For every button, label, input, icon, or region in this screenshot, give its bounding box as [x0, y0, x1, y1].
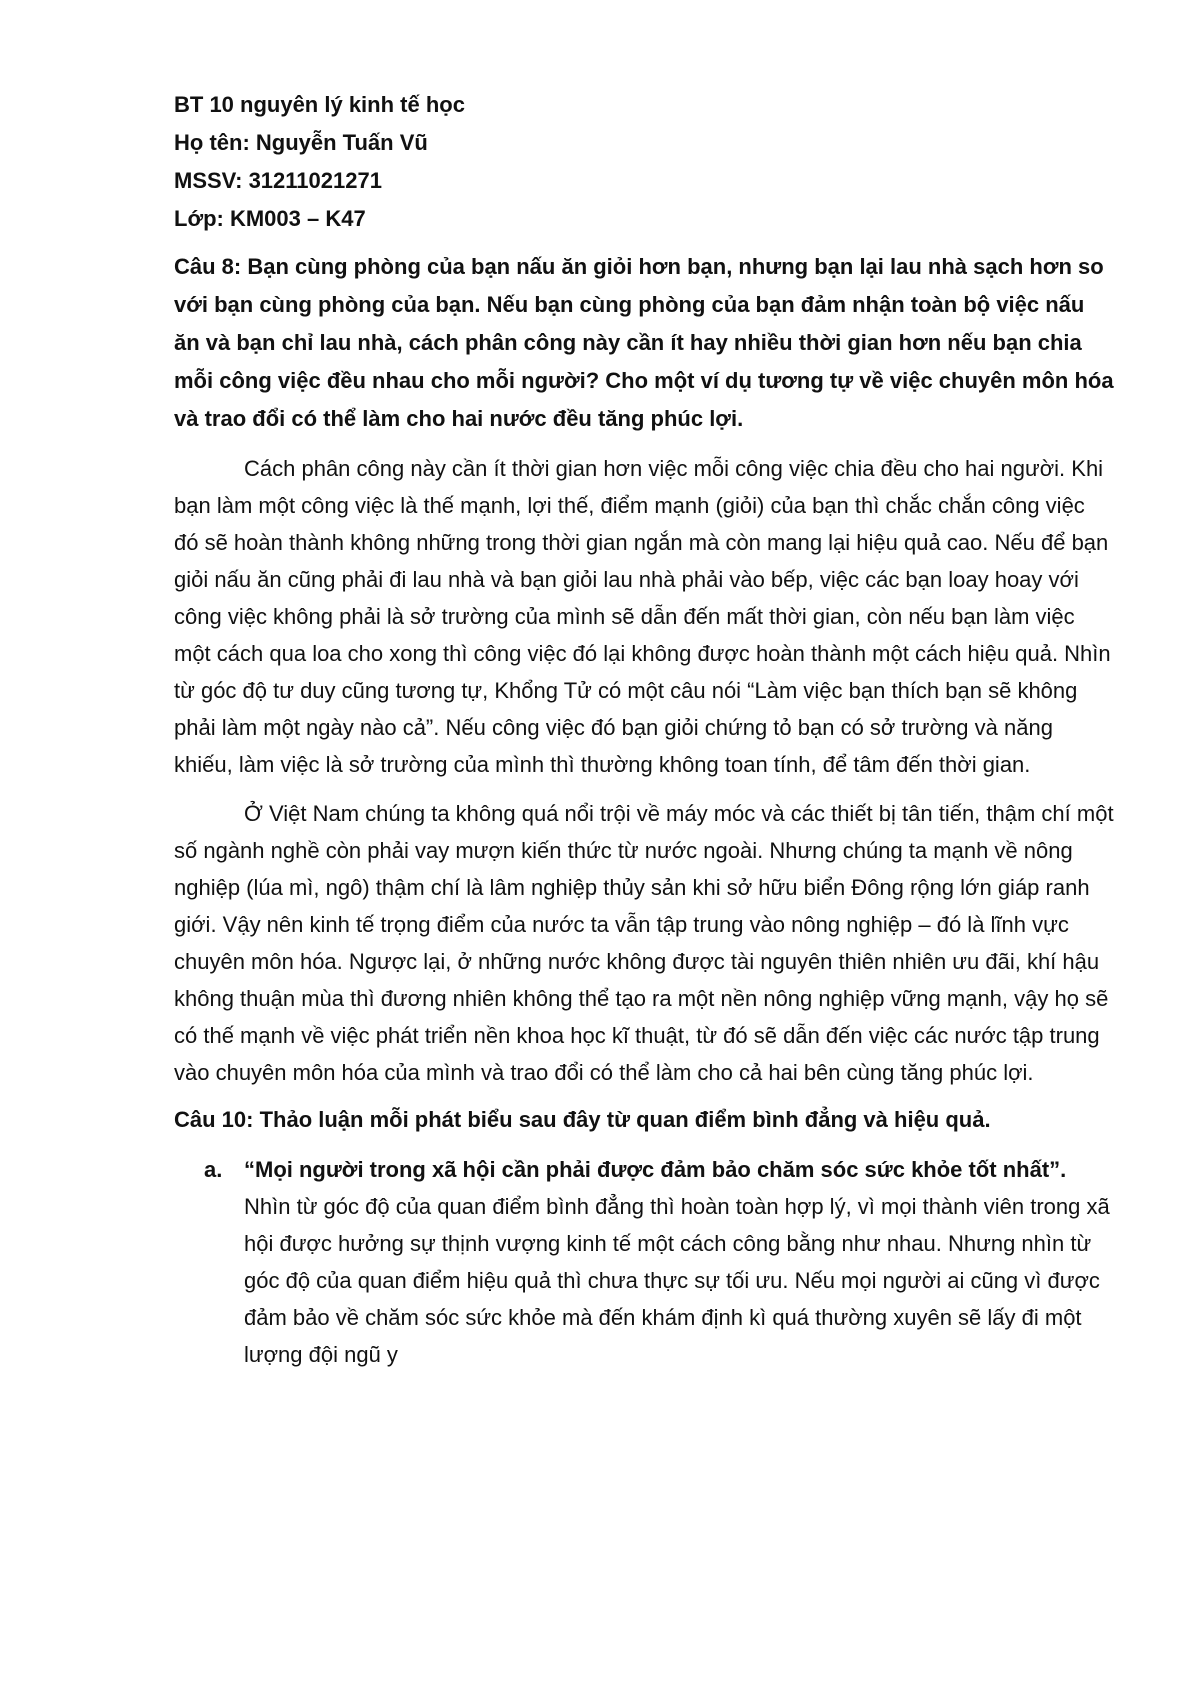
student-name: Họ tên: Nguyễn Tuấn Vũ — [174, 130, 428, 155]
answer-8-paragraph-2: Ở Việt Nam chúng ta không quá nổi trội về máy móc và các thiết bị tân tiến, thậm chí một số ngành nghề còn phải vay mượn kiến thức từ nước ngoài. Nhưng chúng ta mạnh về nông nghiệp (lúa mì, ngô) thậm chí là lâm nghiệp thủy sản khi sở hữu biển Đông rộng lớn giáp ranh giới. Vậy nên kinh tế trọng điểm của nước ta vẫn tập trung vào nông nghiệp – đó là lĩnh vực chuyên môn hóa. Ngược lại, ở những nước không được tài nguyên thiên nhiên ưu đãi, khí hậu không thuận mùa thì đương nhiên không thể tạo ra một nền nông nghiệp vững mạnh, vậy họ sẽ có thế mạnh về việc phát triển nền khoa học kĩ thuật, từ đó sẽ dẫn đến việc các nước tập trung vào chuyên môn hóa của mình và trao đổi có thể làm cho cả hai bên cùng tăng phúc lợi. — [174, 801, 1114, 1085]
statement-text: “Mọi người trong xã hội cần phải được đảm bảo chăm sóc sức khỏe tốt nhất”. — [244, 1157, 1067, 1182]
list-item — [174, 1151, 1114, 1373]
discussion-text: Nhìn từ góc độ của quan điểm bình đẳng thì hoàn toàn hợp lý, vì mọi thành viên trong xã hội được hưởng sự thịnh vượng kinh tế một cách công bằng như nhau. Nhưng nhìn từ góc độ của quan điểm hiệu quả thì chưa thực sự tối ưu. Nếu mọi người ai cũng vì được đảm bảo về chăm sóc sức khỏe mà đến khám định kì quá thường xuyên sẽ lấy đi một lượng đội ngũ y — [244, 1194, 1110, 1367]
list-marker: a. — [204, 1157, 223, 1182]
student-id: MSSV: 31211021271 — [174, 168, 382, 193]
question-10-list — [174, 1151, 1114, 1373]
document-content — [174, 86, 1114, 1373]
answer-8-paragraph-1: Cách phân công này cần ít thời gian hơn việc mỗi công việc chia đều cho hai người. Khi bạn làm một công việc là thế mạnh, lợi thế, điểm mạnh (giỏi) của bạn thì chắc chắn công việc đó sẽ hoàn thành không những trong thời gian ngắn mà còn mang lại hiệu quả cao. Nếu để bạn giỏi nấu ăn cũng phải đi lau nhà và bạn giỏi lau nhà phải vào bếp, việc các bạn loay hoay với công việc không phải là sở trường của mình sẽ dẫn đến mất thời gian, còn nếu bạn làm việc một cách qua loa cho xong thì công việc đó lại không được hoàn thành một cách hiệu quả. Nhìn từ góc độ tư duy cũng tương tự, Khổng Tử có một câu nói “Làm việc bạn thích bạn sẽ không phải làm một ngày nào cả”. Nếu công việc đó bạn giỏi chứng tỏ bạn có sở trường và năng khiếu, làm việc là sở trường của mình thì thường không toan tính, để tâm đến thời gian. — [174, 456, 1111, 777]
question-10: Câu 10: Thảo luận mỗi phát biểu sau đây từ quan điểm bình đẳng và hiệu quả. — [174, 1107, 991, 1132]
document-title: BT 10 nguyên lý kinh tế học — [174, 92, 465, 117]
class-info: Lớp: KM003 – K47 — [174, 206, 366, 231]
question-8: Câu 8: Bạn cùng phòng của bạn nấu ăn giỏi hơn bạn, nhưng bạn lại lau nhà sạch hơn so với bạn cùng phòng của bạn. Nếu bạn cùng phòng của bạn đảm nhận toàn bộ việc nấu ăn và bạn chỉ lau nhà, cách phân công này cần ít hay nhiều thời gian hơn nếu bạn chia mỗi công việc đều nhau cho mỗi người? Cho một ví dụ tương tự về việc chuyên môn hóa và trao đổi có thể làm cho hai nước đều tăng phúc lợi. — [174, 254, 1114, 431]
